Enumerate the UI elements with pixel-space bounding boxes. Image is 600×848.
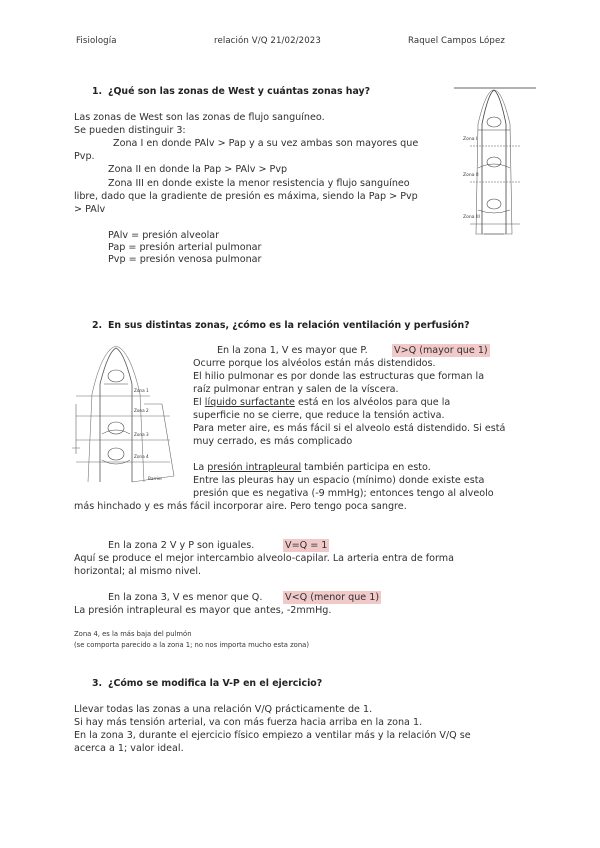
zone1-ratio-highlight: V>Q (mayor que 1): [394, 345, 488, 356]
zone4-line: Zona 4, es la más baja del pulmón: [74, 630, 192, 638]
west-zones-figure-top: [448, 84, 540, 242]
figure-top-label: Zona III: [463, 215, 480, 220]
q1-line: libre, dado que la gradiente de presión es máxima, siendo la Pap > Pvp: [74, 191, 418, 202]
lung-contour: [476, 90, 512, 234]
q1-legend-item: Pap = presión arterial pulmonar: [108, 242, 262, 253]
zone1-line: Ocurre porque los alvéolos están más distendidos.: [193, 358, 436, 369]
lung-contour: [88, 346, 144, 482]
pleura-pre: La: [193, 462, 208, 473]
zone1-line: Para meter aire, es más fácil si el alveolo está distendido. Si está: [193, 423, 506, 434]
figure-top-label: Zona II: [463, 173, 479, 178]
q1-line: Zona III en donde existe la menor resistencia y flujo sanguíneo: [108, 178, 410, 189]
figure-top-label: Zona I: [463, 137, 478, 142]
zone3-intro: En la zona 3, V es menor que Q.: [108, 592, 263, 603]
q1-title: ¿Qué son las zonas de West y cuántas zonas hay?: [108, 86, 371, 97]
zone2-line: Aquí se produce el mejor intercambio alveolo-capilar. La arteria entra de forma: [74, 553, 455, 564]
zone3-line: La presión intrapleural es mayor que antes, -2mmHg.: [74, 605, 332, 616]
zone2-intro: En la zona 2 V y P son iguales.: [108, 540, 255, 551]
alveolus-icon: [487, 199, 501, 209]
zone1-line: raíz pulmonar entran y salen de la víscera.: [193, 384, 399, 395]
q3-line: acerca a 1; valor ideal.: [74, 743, 184, 754]
zone1-pleura-line: [193, 461, 431, 474]
header-author: Raquel Campos López: [408, 36, 505, 46]
q1-line: Pvp.: [74, 151, 95, 162]
zone1-intro: En la zona 1, V es mayor que P.: [217, 345, 368, 356]
q3-title: ¿Cómo se modifica la V-P en el ejercicio?: [108, 678, 323, 689]
west-zones-figure-left: [70, 344, 196, 486]
q1-line: Zona II en donde la Pap > PAlv > Pvp: [108, 164, 288, 175]
pleura-rest: también participa en esto.: [301, 462, 431, 473]
zone1-line: más hinchado y es más fácil incorporar aire. Pero tengo poca sangre.: [74, 501, 407, 512]
header-subject: Fisiología: [76, 36, 117, 46]
zone1-line: El hilio pulmonar es por donde las estructuras que forman la: [193, 371, 485, 382]
figure-left-label: Zona 3: [134, 432, 149, 437]
figure-left-label: Zona 2: [134, 408, 149, 413]
zone1-line: muy cerrado, es más complicado: [193, 436, 353, 447]
q3-line: En la zona 3, durante el ejercicio físico empiezo a ventilar más y la relación V/Q se: [74, 730, 471, 741]
q3-line: Si hay más tensión arterial, va con más fuerza hacia arriba en la zona 1.: [74, 717, 423, 728]
pressure-scale: [72, 404, 80, 454]
capillary-line: [478, 210, 510, 213]
alveolus-icon: [487, 117, 501, 127]
alveolus-icon: [108, 448, 124, 460]
zone2-ratio-highlight: V=Q = 1: [285, 540, 328, 551]
capillary-line: [478, 164, 510, 168]
zone4-line: (se comporta parecido a la zona 1; no nos importa mucho esta zona): [74, 641, 309, 649]
figure-left-label: Zona 4: [134, 454, 149, 459]
q1-line: Se pueden distinguir 3:: [74, 125, 186, 136]
figure-left-label: Zona 1: [134, 388, 149, 393]
q1-line: > PAlv: [74, 204, 106, 215]
header-topic: relación V/Q 21/02/2023: [214, 36, 321, 46]
zone2-line: horizontal; al mismo nivel.: [74, 566, 202, 577]
zone1-line: Entre las pleuras hay un espacio (mínimo) donde existe esta: [193, 475, 485, 486]
figure-left-label: Barrier: [148, 476, 163, 481]
surfactant-rest: está en los alvéolos para que la: [294, 397, 451, 408]
alveolus-icon: [108, 370, 124, 382]
q1-legend-item: Pvp = presión venosa pulmonar: [108, 254, 262, 265]
zone1-line: superficie no se cierre, que reduce la tensión activa.: [193, 410, 445, 421]
q3-line: Llevar todas las zonas a una relación V/Q prácticamente de 1.: [74, 704, 373, 715]
alveolus-icon: [487, 157, 501, 167]
surfactant-term: líquido surfactante: [204, 397, 295, 408]
zone3-ratio-highlight: V<Q (menor que 1): [285, 592, 380, 603]
pleura-term: presión intrapleural: [207, 462, 302, 473]
q3-number: 3.: [92, 678, 103, 689]
q2-title: En sus distintas zonas, ¿cómo es la relación ventilación y perfusión?: [108, 320, 470, 331]
capillary-line: [102, 430, 130, 434]
q1-line: Las zonas de West son las zonas de flujo sanguíneo.: [74, 112, 325, 123]
q1-number: 1.: [92, 86, 103, 97]
alveolus-icon: [108, 422, 124, 434]
q1-line: Zona I en donde PAlv > Pap y a su vez ambas son mayores que: [113, 138, 419, 149]
q1-legend-item: PAlv = presión alveolar: [108, 230, 220, 241]
q2-number: 2.: [92, 320, 103, 331]
zone1-surfactant-line: El líquido surfactante está en los alvéolos para que la: [193, 397, 451, 408]
zone1-line: presión que es negativa (-9 mmHg); entonces tengo al alveolo: [193, 488, 494, 499]
